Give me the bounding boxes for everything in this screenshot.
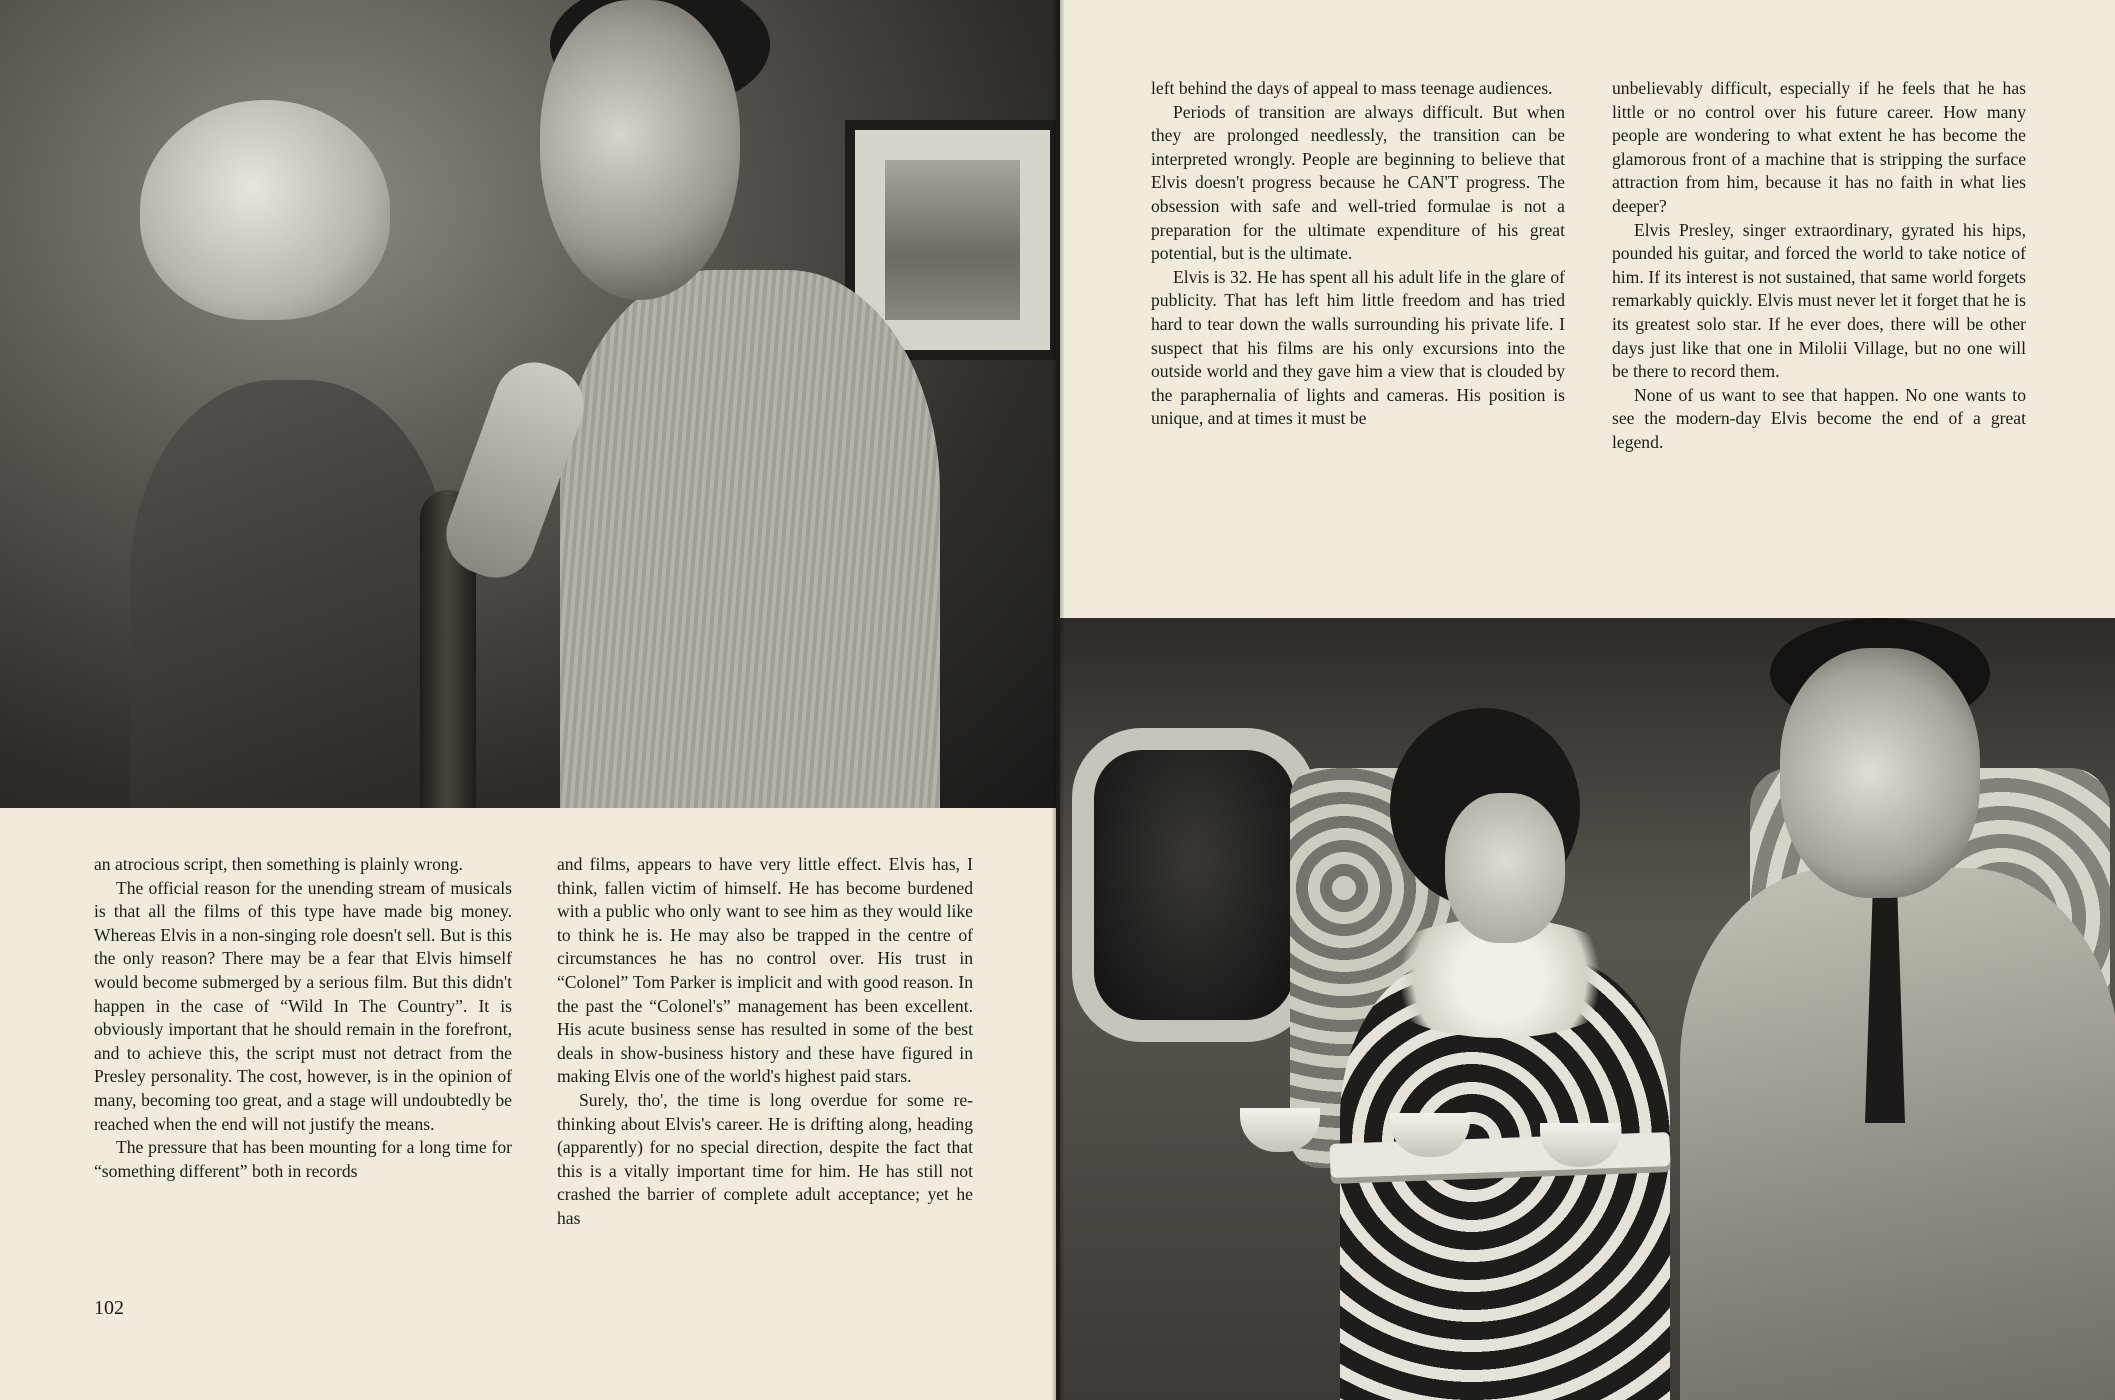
paragraph: an atrocious script, then something is plainly wrong. xyxy=(94,854,463,874)
paragraph: Surely, tho', the time is long overdue for some re-thinking about Elvis's career. He is drifting along, heading (apparently) for no special direction, despite the fact that this is a vitally important time for him. He has still not crashed the barrier of complete adult acceptance; yet he has xyxy=(557,1089,973,1228)
left-column-2 xyxy=(557,853,973,1231)
left-page xyxy=(0,0,1056,1400)
photo-couple-bedroom xyxy=(0,0,1056,808)
paragraph: The pressure that has been mounting for a long time for “something different” both in records xyxy=(94,1137,512,1181)
woman-figure xyxy=(130,380,450,808)
photo-airplane-cabin xyxy=(1060,618,2115,1400)
page-number: 102 xyxy=(94,1297,124,1319)
woman-head xyxy=(140,100,390,320)
left-column-1 xyxy=(94,853,512,1183)
paragraph: unbelievably difficult, especially if he feels that he has little or no control over his future career. How many people are wondering to what extent he has become the glamorous front of a machine that is stripping the surface attraction from him, because it has no faith in what lies deeper? xyxy=(1612,78,2026,216)
right-column-2 xyxy=(1612,77,2026,455)
paragraph: Periods of transition are always difficult. But when they are prolonged needlessly, the transition can be interpreted wrongly. People are beginning to believe that Elvis doesn't progress because he CAN'T progress. The obsession with safe and well-tried formulae is not a preparation for the ultimate expenditure of his great potential, but is the ultimate. xyxy=(1151,101,1565,264)
paragraph: Elvis Presley, singer extraordinary, gyrated his hips, pounded his guitar, and forced the world to take notice of him. If its interest is not sustained, that same world forgets remarkably quickly. Elvis must never let it forget that he is its greatest solo star. If he ever does, there will be other days just like that one in Milolii Village, but no one will be there to record them. xyxy=(1612,219,2026,382)
paragraph: Elvis is 32. He has spent all his adult life in the glare of publicity. That has left him little freedom and has tried hard to tear down the walls surrounding his private life. I suspect that his films are his only excursions into the outside world and they gave him a view that is clouded by the paraphernalia of lights and cameras. His position is unique, and at times it must be xyxy=(1151,266,1565,429)
man-figure xyxy=(560,270,940,808)
paragraph: The official reason for the unending stream of musicals is that all the films of this type have made big money. Whereas Elvis in a non-singing role doesn't sell. But is this the only reason? There may be a fear that Elvis himself would become submerged by a serious film. But this didn't happen in the case of “Wild In The Country”. It is obviously important that he should remain in the forefront, and to achieve this, the script must not detract from the Presley personality. The cost, however, is in the opinion of many, becoming too great, and a stage will undoubtedly be reached when the end will not justify the means. xyxy=(94,877,512,1134)
paragraph: and films, appears to have very little effect. Elvis has, I think, fallen victim of himself. He has become burdened with a public who only want to see him as they would like to think he is. He may also be trapped in the centre of circumstances he has no control over. His trust in “Colonel” Tom Parker is implicit and with good reason. In the past the “Colonel's” management has been excellent. His acute business sense has resulted in some of the best deals in show-business history and these have figured in making Elvis one of the world's highest paid stars. xyxy=(557,854,973,1087)
woman-face xyxy=(1445,793,1565,943)
airplane-window xyxy=(1072,728,1316,1042)
right-column-1 xyxy=(1151,77,1565,431)
man-face xyxy=(1780,648,1980,898)
paragraph: None of us want to see that happen. No one wants to see the modern-day Elvis become the end of a great legend. xyxy=(1612,384,2026,452)
page-gutter xyxy=(1052,0,1064,1400)
paragraph: left behind the days of appeal to mass teenage audiences. xyxy=(1151,78,1553,98)
right-page xyxy=(1060,0,2115,1400)
man-head xyxy=(540,0,740,300)
